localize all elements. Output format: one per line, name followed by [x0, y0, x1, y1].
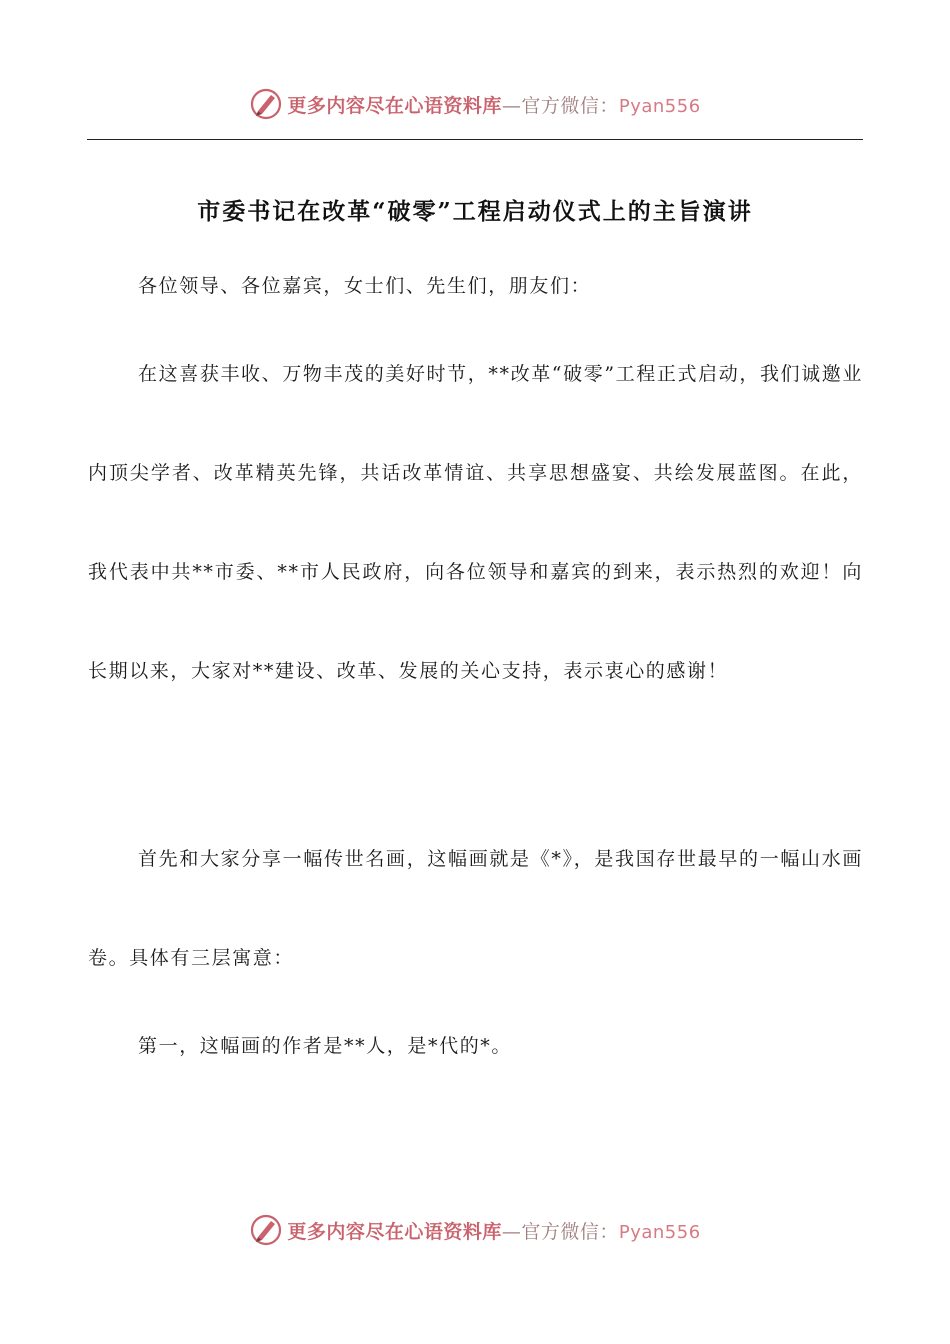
- document-title: 市委书记在改革“破零”工程启动仪式上的主旨演讲: [197, 198, 753, 226]
- header-watermark: [0, 82, 950, 126]
- watermark-wechat-label: —官方微信：: [501, 94, 619, 117]
- pen-logo-icon: [249, 87, 283, 121]
- watermark-library-name: 更多内容尽在心语资料库: [287, 1220, 502, 1243]
- paragraph-first-point: 第一，这幅画的作者是**人，是*代的*。: [138, 1035, 513, 1057]
- watermark-wechat-id: Pyan556: [618, 95, 701, 117]
- watermark-text: [287, 1217, 700, 1244]
- watermark-wechat-id: Pyan556: [618, 1221, 701, 1243]
- watermark-text: [287, 91, 700, 118]
- paragraph-salutation: 各位领导、各位嘉宾，女士们、先生们，朋友们：: [138, 275, 592, 297]
- pen-logo-icon: [249, 1213, 283, 1247]
- footer-watermark: [0, 1208, 950, 1252]
- paragraph-opening: 在这喜获丰收、万物丰茂的美好时节，**改革“破零”工程正式启动，我们诚邀业内顶尖学者、改革精英先锋，共话改革情谊、共享思想盛宴、共绘发展蓝图。在此，我代表中共**市委、**市人民政府，向各位领导和嘉宾的到来，表示热烈的欢迎！向长期以来，大家对**建设、改革、发展的关心支持，表示衷心的感谢！: [88, 363, 863, 682]
- watermark-wechat-label: —官方微信：: [501, 1220, 619, 1243]
- watermark-library-name: 更多内容尽在心语资料库: [287, 94, 502, 117]
- header-divider: [87, 139, 863, 140]
- paragraph-painting-intro: 首先和大家分享一幅传世名画，这幅画就是《*》，是我国存世最早的一幅山水画卷。具体有三层寓意：: [88, 848, 863, 969]
